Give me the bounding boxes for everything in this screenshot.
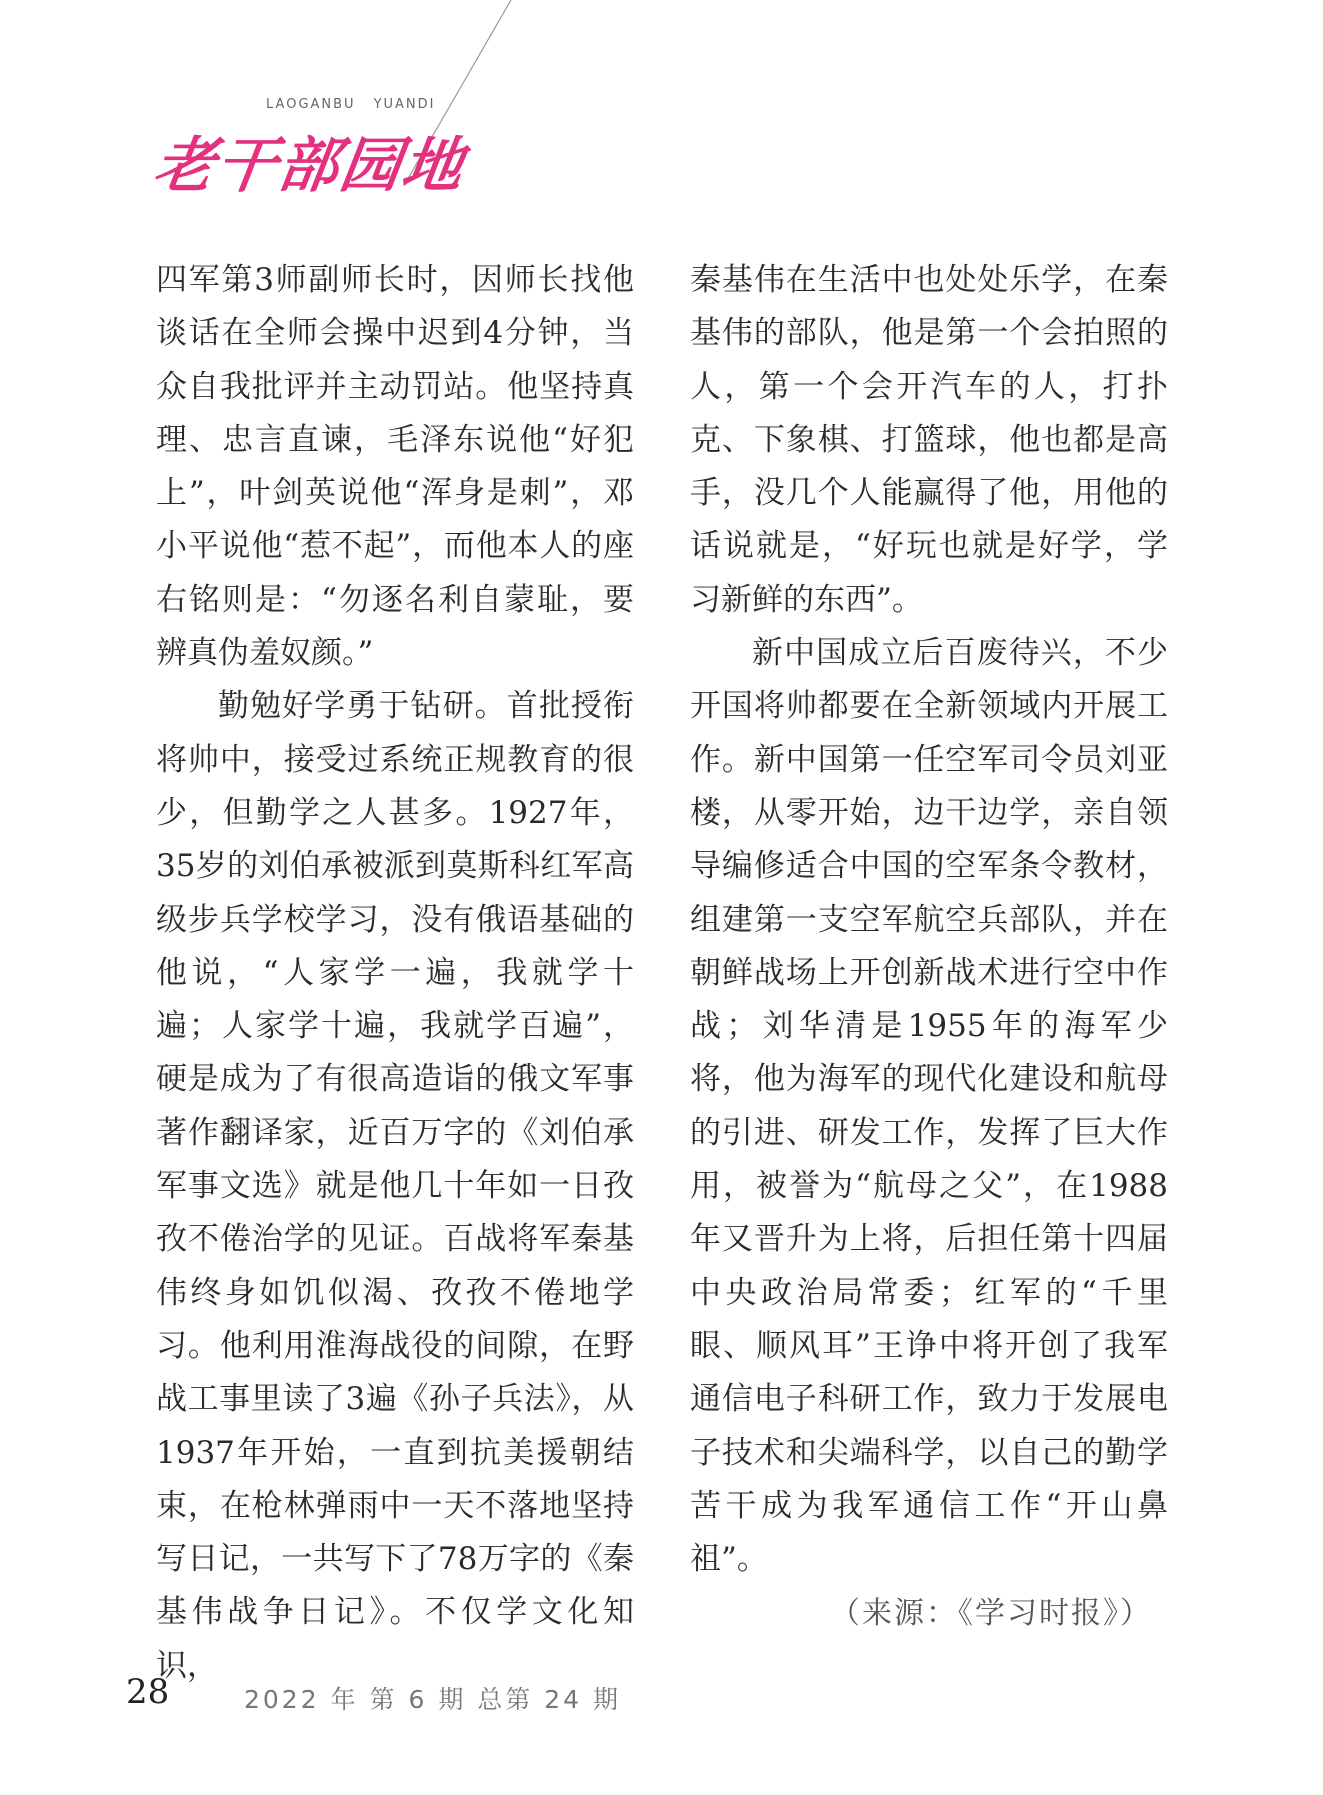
header-english-left: LAOGANBU [266,97,356,112]
article-right-column [690,254,1168,1586]
paragraph: 勤勉好学勇于钻研。首批授衔将帅中，接受过系统正规教育的很少，但勤学之人甚多。1927年，35岁的刘伯承被派到莫斯科红军高级步兵学校学习，没有俄语基础的他说，“人家学一遍，我就学十遍；人家学十遍，我就学百遍”，硬是成为了有很高造诣的俄文军事著作翻译家，近百万字的《刘伯承军事文选》就是他几十年如一日孜孜不倦治学的见证。百战将军秦基伟终身如饥似渴、孜孜不倦地学习。他利用淮海战役的间隙，在野战工事里读了3遍《孙子兵法》，从1937年开始，一直到抗美援朝结束，在枪林弹雨中一天不落地坚持写日记，一共写下了78万字的《秦基伟战争日记》。不仅学文化知识， [156,688,634,1684]
paragraph: 秦基伟在生活中也处处乐学，在秦基伟的部队，他是第一个会拍照的人，第一个会开汽车的人，打扑克、下象棋、打篮球，他也都是高手，没几个人能赢得了他，用他的话说就是，“好玩也就是好学，学习新鲜的东西”。 [690,262,1168,618]
column-logo: 老干部园地 [149,131,470,201]
page-number: 28 [126,1672,170,1712]
article-left-column [156,254,634,1693]
issue-info: 2022 年 第 6 期 总第 24 期 [244,1685,621,1714]
header-english-right: YUANDI [373,97,436,112]
header-english-title [266,97,436,112]
paragraph: 新中国成立后百废待兴，不少开国将帅都要在全新领域内开展工作。新中国第一任空军司令员刘亚楼，从零开始，边干边学，亲自领导编修适合中国的空军条令教材，组建第一支空军航空兵部队，并在朝鲜战场上开创新战术进行空中作战；刘华清是1955年的海军少将，他为海军的现代化建设和航母的引进、研发工作，发挥了巨大作用，被誉为“航母之父”，在1988年又晋升为上将，后担任第十四届中央政治局常委；红军的“千里眼、顺风耳”王诤中将开创了我军通信电子科研工作，致力于发展电子技术和尖端科学，以自己的勤学苦干成为我军通信工作“开山鼻祖”。 [690,635,1168,1578]
paragraph: 四军第3师副师长时，因师长找他谈话在全师会操中迟到4分钟，当众自我批评并主动罚站。他坚持真理、忠言直谏，毛泽东说他“好犯上”，叶剑英说他“浑身是刺”，邓小平说他“惹不起”，而他本人的座右铭则是：“勿逐名利自蒙耻，要辨真伪羞奴颜。” [156,262,634,672]
article-source: （来源：《学习时报》） [830,1596,1152,1631]
